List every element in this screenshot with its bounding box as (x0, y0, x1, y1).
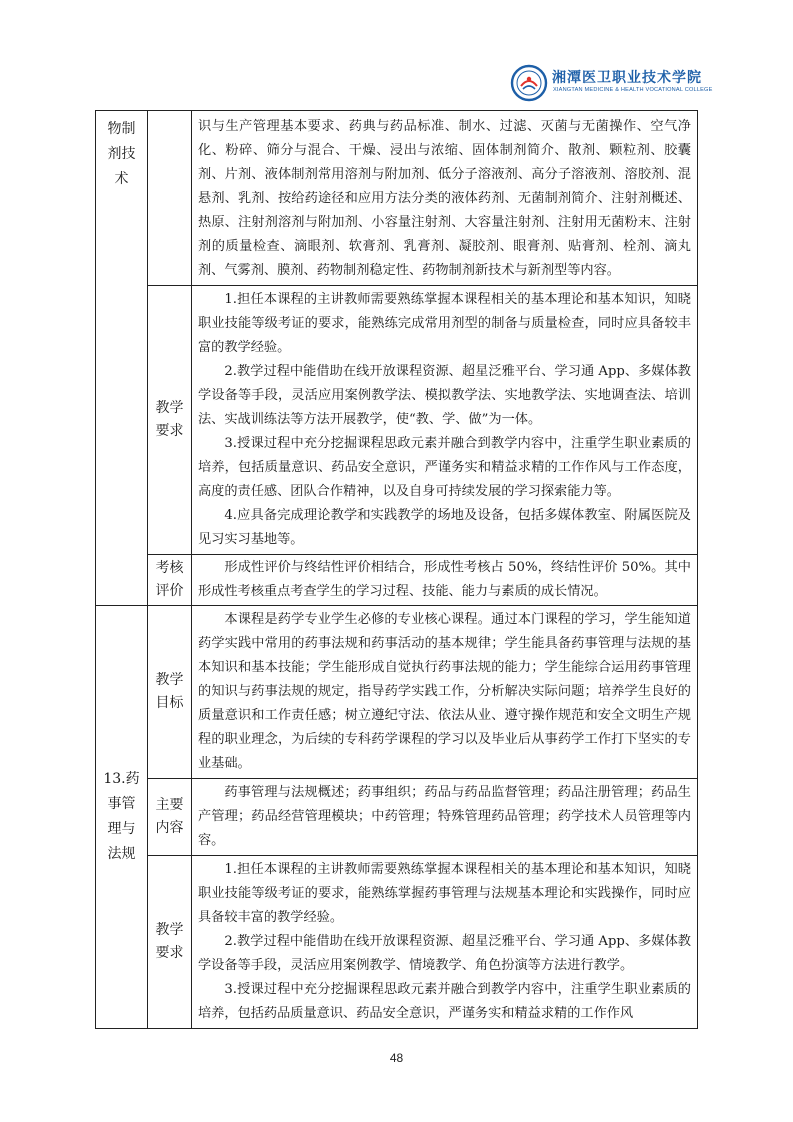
label-line: 教学 (155, 922, 184, 938)
college-emblem-icon (510, 64, 548, 102)
course-name-line: 剂技 (107, 146, 136, 162)
table-row (96, 286, 698, 555)
label-line: 主要 (155, 797, 184, 813)
course-name-line: 术 (114, 171, 129, 187)
assessment-cell (192, 555, 698, 606)
label-line: 内容 (155, 820, 184, 836)
course-name-line: 事管 (107, 796, 136, 812)
label-line: 要求 (155, 945, 184, 961)
label-cell (148, 555, 192, 606)
requirement-item: 4.应具备完成理论教学和实践教学的场地及设备，包括多媒体教室、附属医院及见习实习基地等。 (198, 508, 691, 547)
requirement-item: 2.教学过程中能借助在线开放课程资源、超星泛雅平台、学习通 App、多媒体教学设备等手段，灵活应用案例教学法、模拟教学法、实地教学法、实地调查法、培训法、实战训练法等方法开展教学，使“教、学、做”为一体。 (198, 364, 691, 427)
label-line: 教学 (155, 400, 184, 416)
table-row (96, 555, 698, 606)
content-text: 药事管理与法规概述；药事组织；药品与药品监督管理；药品注册管理；药品生产管理；药品经营管理模块；中药管理；特殊管理药品管理；药学技术人员管理等内容。 (198, 785, 691, 848)
course-name-line: 法规 (107, 846, 136, 862)
label-cell (148, 606, 192, 779)
content-cell (192, 779, 698, 856)
empty-label-cell (148, 111, 192, 286)
label-line: 目标 (155, 695, 184, 711)
course-name-cell (96, 111, 148, 606)
assessment-text: 形成性评价与终结性评价相结合，形成性考核占 50%，终结性评价 50%。其中形成性考核重点考查学生的学习过程、技能、能力与素质的成长情况。 (198, 560, 691, 599)
requirement-item: 1.担任本课程的主讲教师需要熟练掌握本课程相关的基本理论和基本知识，知晓职业技能等级考证的要求，能熟练完成常用剂型的制备与质量检查，同时应具备较丰富的教学经验。 (198, 292, 691, 355)
table-row (96, 606, 698, 779)
table-row (96, 779, 698, 856)
course-name-line: 13.药 (103, 771, 140, 787)
course-name-line: 理与 (107, 821, 136, 837)
curriculum-table (95, 110, 698, 1029)
label-cell (148, 856, 192, 1029)
goal-text: 本课程是药学专业学生必修的专业核心课程。通过本门课程的学习，学生能知道药学实践中常用的药事法规和药事活动的基本规律；学生能具备药事管理与法规的基本知识和基本技能；学生能形成自觉执行药事法规的能力；学生能综合运用药事管理的知识与药事法规的规定，指导药学实践工作，分析解决实际问题；培养学生良好的质量意识和工作责任感；树立遵纪守法、依法从业、遵守操作规范和安全文明生产规程的职业理念，为后续的专科药学课程的学习以及毕业后从事药学工作打下坚实的专业基础。 (198, 612, 691, 771)
label-line: 教学 (155, 672, 184, 688)
label-cell (148, 779, 192, 856)
requirements-cell (192, 286, 698, 555)
label-line: 要求 (155, 423, 184, 439)
label-line: 评价 (155, 583, 184, 599)
table-row (96, 111, 698, 286)
table-row (96, 856, 698, 1029)
page-number: 48 (389, 1051, 404, 1065)
goal-cell (192, 606, 698, 779)
logo-chinese-name: 湘潭医卫职业技术学院 (552, 70, 702, 86)
requirement-item: 1.担任本课程的主讲教师需要熟练掌握本课程相关的基本理论和基本知识，知晓职业技能等级考证的要求，能熟练掌握药事管理与法规基本理论和实践操作，同时应具备较丰富的教学经验。 (198, 862, 691, 925)
requirements-cell (192, 856, 698, 1029)
course-name-line: 物制 (107, 121, 136, 137)
logo-english-name: XIANGTAN MEDICINE & HEALTH VOCATIONAL COLLEGE (553, 87, 713, 93)
course-name-cell (96, 606, 148, 1029)
requirement-item: 3.授课过程中充分挖掘课程思政元素并融合到教学内容中，注重学生职业素质的培养，包括质量意识、药品安全意识，严谨务实和精益求精的工作作风与工作态度，高度的责任感、团队合作精神，以及自身可持续发展的学习探索能力等。 (198, 436, 691, 499)
label-line: 考核 (155, 560, 184, 576)
main-content-cell (192, 111, 698, 286)
requirement-item: 2.教学过程中能借助在线开放课程资源、超星泛雅平台、学习通 App、多媒体教学设备等手段，灵活应用案例教学、情境教学、角色扮演等方法进行教学。 (198, 934, 691, 973)
requirement-item: 3.授课过程中充分挖掘课程思政元素并融合到教学内容中，注重学生职业素质的培养，包括药品质量意识、药品安全意识，严谨务实和精益求精的工作作风 (198, 982, 691, 1021)
label-cell (148, 286, 192, 555)
content-text: 识与生产管理基本要求、药典与药品标准、制水、过滤、灭菌与无菌操作、空气净化、粉碎、筛分与混合、干燥、浸出与浓缩、固体制剂简介、散剂、颗粒剂、胶囊剂、片剂、液体制剂常用溶剂与附加剂、低分子溶液剂、高分子溶液剂、溶胶剂、混悬剂、乳剂、按给药途径和应用方法分类的液体药剂、无菌制剂简介、注射剂概述、热原、注射剂溶剂与附加剂、小容量注射剂、大容量注射剂、注射用无菌粉末、注射剂的质量检查、滴眼剂、软膏剂、乳膏剂、凝胶剂、眼膏剂、贴膏剂、栓剂、滴丸剂、气雾剂、膜剂、药物制剂稳定性、药物制剂新技术与新剂型等内容。 (198, 119, 691, 278)
college-logo (510, 64, 713, 104)
